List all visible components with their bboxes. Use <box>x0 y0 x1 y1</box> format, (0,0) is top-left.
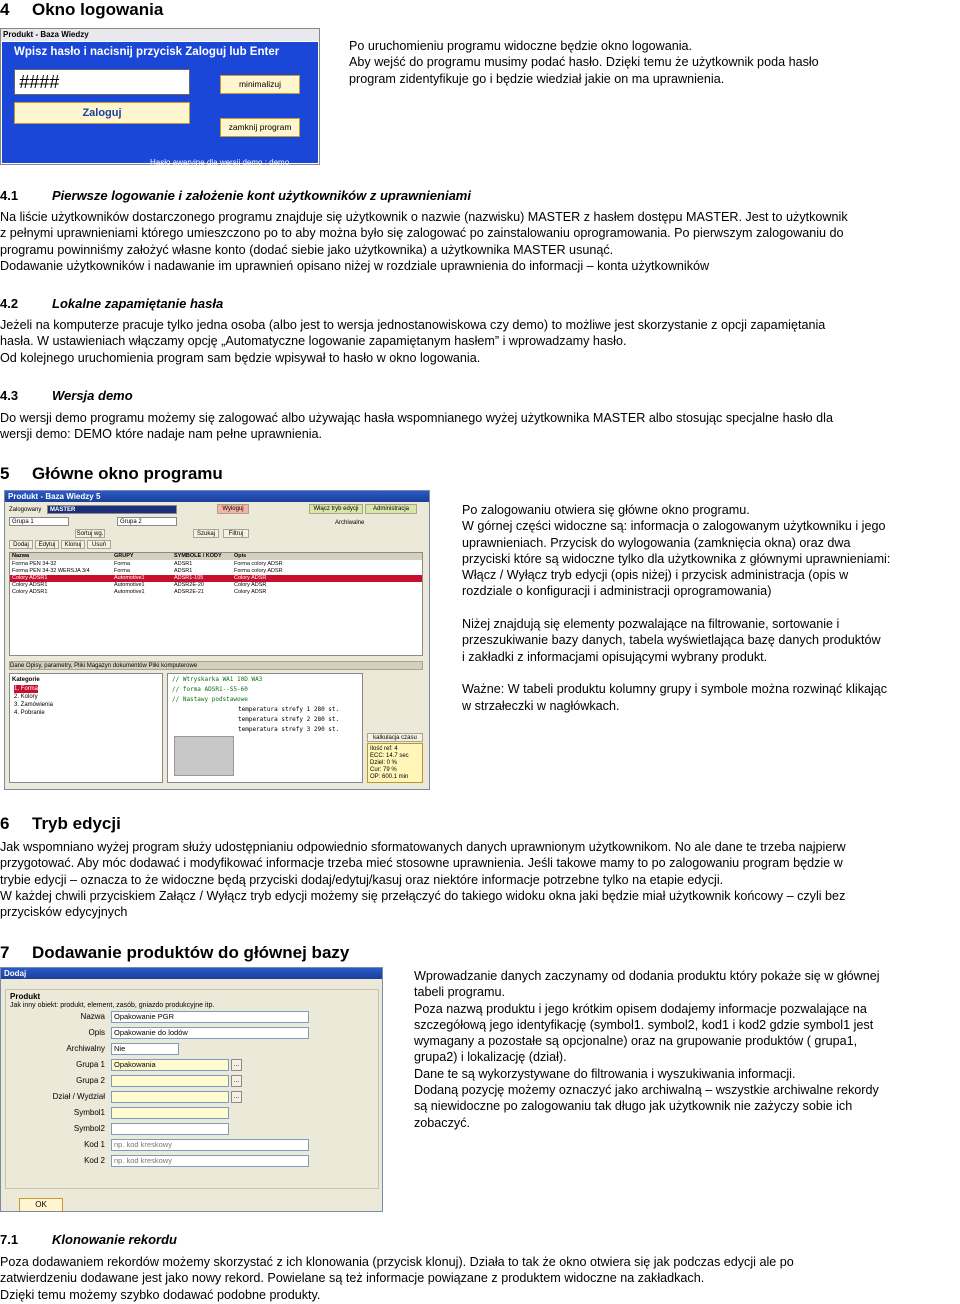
paragraph-line: Ważne: W tabeli produktu kolumny grupy i symbole można rozwinąć klikając <box>462 682 888 697</box>
paragraph-line: Włącz / Wyłącz tryb edycji (opis niżej) i przycisk administracja (opis w <box>462 568 849 583</box>
paragraph-line: Dane te są wykorzystywane do filtrowania i wyszukiwania informacji. <box>414 1066 796 1081</box>
department-field[interactable] <box>111 1091 229 1103</box>
paragraph-line: Dzięki temu możemy szybko dodawać podobne produkty. <box>0 1287 321 1302</box>
note-line: temperatura strefy 2 280 st. <box>238 716 340 723</box>
section-7-1-text <box>0 1254 794 1303</box>
paragraph-line: przygotować. Aby móc dodawać i modyfikować informacje trzeba mieć stosowne uprawnienia. Jeśli takowe mamy to po zalogowaniu program będzie w <box>0 856 843 871</box>
section-4-3-text <box>0 410 833 443</box>
paragraph-line: W każdej chwili przyciskiem Załącz / Wyłącz tryb edycji możemy się przełączyć do takiego widoku okna jaki będzie miał użytkownik końcowy – czyli bez <box>0 888 846 903</box>
note-line: // forma ADSR1--S5-60 <box>172 686 248 693</box>
add-window-title: Dodaj <box>1 968 382 979</box>
paragraph-line <box>462 600 890 616</box>
section-title: Okno logowania <box>32 0 164 19</box>
clone-button[interactable]: Klonuj <box>61 540 85 549</box>
section-4-heading <box>0 0 163 20</box>
section-title: Dodawanie produktów do głównej bazy <box>32 943 350 962</box>
login-window-body <box>2 42 318 167</box>
section-number: 6 <box>0 814 10 833</box>
logged-user-value: MASTER <box>47 505 177 514</box>
filter-button[interactable]: Filtruj <box>223 529 249 538</box>
section-number: 7.1 <box>0 1232 19 1247</box>
cell: Automotive1 <box>114 589 145 595</box>
category-tree <box>9 673 163 783</box>
paragraph-line: programu powinniśmy założyć własne konto (dodać siebie jako użytkownika) a użytkownika MASTER usunąć. <box>0 242 614 257</box>
paragraph-line: Poza nazwą produktu i jego krótkim opisem dodajemy informacje pozwalające na <box>414 1001 867 1016</box>
stat-line: ECC: 14.7 sec <box>370 753 409 759</box>
section-7-text <box>414 968 880 1131</box>
paragraph-line: przyciski które są widoczne tylko dla użytkownika z głównymi uprawnieniami: <box>462 551 891 566</box>
section-title: Wersja demo <box>52 388 133 403</box>
symbol2-field[interactable] <box>111 1123 229 1135</box>
product-image <box>174 736 234 776</box>
cell: Colory ADSR <box>234 575 267 581</box>
intro-line: Po uruchomieniu programu widoczne będzie okno logowania. <box>349 39 693 53</box>
cell: ADSR1-105 <box>174 575 204 581</box>
tree-header: Kategorie <box>12 677 40 683</box>
name-field[interactable]: Opakowanie PGR <box>111 1011 309 1023</box>
paragraph-line: Poza dodawaniem rekordów możemy skorzystać z ich klonowania (przycisk klonuj). Działa to tak że okno otwiera się jak podczas edycji ale po <box>0 1255 794 1269</box>
group1-label: Grupa 1 <box>76 1060 105 1069</box>
col-header-name[interactable]: Nazwa <box>12 553 30 559</box>
description-label: Opis <box>88 1028 105 1037</box>
note-line: temperatura strefy 1 280 st. <box>238 706 340 713</box>
code1-field[interactable]: np. kod kreskowy <box>111 1139 309 1151</box>
description-field[interactable]: Opakowanie do lodów <box>111 1027 309 1039</box>
section-4-1-heading <box>0 188 471 203</box>
paragraph-line: zatwierdzeniu dodawane jest jako nowy rekord. Powielane są też informacje powiązane z produktem widoczne na zakładkach. <box>0 1271 705 1286</box>
table-header <box>10 553 422 560</box>
paragraph-line: w strzałeczki w nagłówkach. <box>462 698 620 713</box>
close-program-button[interactable]: zamknij program <box>220 118 300 137</box>
paragraph-line: są niewidoczne po zalogowaniu tak długo jak użytkownik nie zażyczy sobie ich <box>414 1099 853 1114</box>
group2-picker-button[interactable]: … <box>231 1075 242 1087</box>
cell: Colory ADSR <box>234 589 267 595</box>
sort-button[interactable]: Sortuj wg. <box>76 531 104 537</box>
search-button[interactable]: Szukaj <box>193 529 219 538</box>
paragraph-line: Niżej znajdują się elementy pozwalające na filtrowanie, sortowanie i <box>462 617 840 632</box>
administration-button[interactable]: Administracja <box>365 504 417 514</box>
section-title: Pierwsze logowanie i założenie kont użytkowników z uprawnieniami <box>52 188 471 203</box>
section-4-intro <box>349 38 819 87</box>
paragraph-line: szczegółową jego identyfikację (symbol1. symbol2, kod1 i kod2 gdzie symbol1 jest <box>414 1017 874 1032</box>
symbol1-label: Symbol1 <box>73 1108 105 1117</box>
paragraph-line: przycisków edycyjnych <box>0 905 128 920</box>
logout-button[interactable]: Wyloguj <box>217 504 249 514</box>
section-4-2-heading <box>0 296 223 311</box>
group1-picker-button[interactable]: … <box>231 1059 242 1071</box>
add-product-window-screenshot <box>0 967 383 1212</box>
product-notes-panel <box>167 673 363 783</box>
section-title: Główne okno programu <box>32 464 223 483</box>
cell: Colory ADSR1 <box>12 582 48 588</box>
note-line: temperatura strefy 3 290 st. <box>238 726 340 733</box>
group1-filter[interactable]: Grupa 1 <box>9 517 69 526</box>
archive-checkbox[interactable]: Archiwalne <box>335 520 365 526</box>
cell: ADSR1 <box>174 561 193 567</box>
cell: ADSR2E-20 <box>174 582 204 588</box>
cell: Forma PEN 34-32 <box>12 561 57 567</box>
delete-button[interactable]: Usuń <box>87 540 111 549</box>
paragraph-line: rozdziale o konfiguracji i administracji oprogramowania) <box>462 584 772 599</box>
stat-line: OP: 600.1 min <box>370 774 409 780</box>
stat-line: Cur: 79 % <box>370 767 397 773</box>
password-input[interactable]: #### <box>14 69 190 95</box>
paragraph-line: Po zalogowaniu otwiera się główne okno programu. <box>462 503 750 517</box>
minimize-button[interactable]: minimalizuj <box>220 75 300 94</box>
col-header-groups[interactable]: GRUPY <box>114 553 134 559</box>
table-row-selected[interactable] <box>10 575 422 582</box>
cell: Automotive1 <box>114 575 145 581</box>
section-4-1-text <box>0 209 848 274</box>
paragraph-line: i zakładki z informacjami opisującymi wybrany produkt. <box>462 649 768 664</box>
paragraph-line: zobaczyć. <box>414 1115 470 1130</box>
col-header-description[interactable]: Opis <box>234 553 247 559</box>
paragraph-line: W górnej części widoczne są: informacja o zalogowanym użytkowniku i jego <box>462 519 886 534</box>
table-row[interactable] <box>10 561 422 568</box>
cell: Forma <box>114 561 130 567</box>
stats-panel <box>367 743 423 783</box>
paragraph-line: Wprowadzanie danych zaczynamy od dodania produktu który pokaże się w głównej <box>414 969 880 983</box>
code2-field[interactable]: np. kod kreskowy <box>111 1155 309 1167</box>
paragraph-line: Do wersji demo programu możemy się zalogować albo używając hasła wspomnianego wyżej użytkownika MASTER albo stosując specjalne hasło dla <box>0 411 833 425</box>
main-window-screenshot <box>4 490 430 790</box>
tree-item[interactable]: 3. Zamówienia <box>14 702 54 708</box>
paragraph-line <box>462 665 890 681</box>
group1-field[interactable]: Opakowania <box>111 1059 229 1071</box>
section-7-1-heading <box>0 1232 177 1247</box>
cell: Colory ADSR1 <box>12 589 48 595</box>
paragraph-line: Na liście użytkowników dostarczonego programu znajduje się użytkownik o nazwie (nazwisku) MASTER z hasłem dostępu MASTER. Jest to użytkownik <box>0 210 848 224</box>
note-line: // Wtryskarka WA1 10D WA3 <box>172 676 263 683</box>
add-button[interactable]: Dodaj <box>9 540 33 549</box>
cell: Colory ADSR <box>234 582 267 588</box>
code2-label: Kod 2 <box>84 1156 105 1165</box>
ok-button[interactable]: OK <box>19 1198 63 1212</box>
section-number: 4.2 <box>0 296 19 311</box>
cell: ADSR1 <box>174 568 193 574</box>
section-4-2-text <box>0 317 825 366</box>
department-label: Dział / Wydział <box>52 1092 105 1101</box>
paragraph-line: Dodaną pozycję możemy oznaczyć jako archiwalną – wszystkie archiwalne rekordy <box>414 1083 879 1098</box>
symbol1-field[interactable] <box>111 1107 229 1119</box>
stat-line: Ilość ref: 4 <box>370 746 398 752</box>
demo-password-hint: Hasło awaryjne dla wersji demo : demo <box>150 158 290 167</box>
paragraph-line: tabeli programu. <box>414 985 506 1000</box>
add-window-body <box>1 979 382 1211</box>
detail-tabs[interactable]: Dane Opisy, parametry, Pliki Magazyn dokumentów Pliki komputerowe <box>9 661 423 670</box>
section-number: 4.3 <box>0 388 19 403</box>
archive-label: Archiwalny <box>66 1044 105 1053</box>
paragraph-line: Od kolejnego uruchomienia program sam będzie wpisywał to hasło w okno logowania. <box>0 350 481 365</box>
code1-label: Kod 1 <box>84 1140 105 1149</box>
symbol2-label: Symbol2 <box>73 1124 105 1133</box>
intro-line: Aby wejść do programu musimy podać hasło. Dzięki temu że użytkownik poda hasło <box>349 55 819 70</box>
tree-item[interactable]: 2. Kolory <box>14 694 38 700</box>
paragraph-line: Dodawanie użytkowników i nadawanie im uprawnień opisano niżej w rozdziale uprawnienia do informacji – konta użytkowników <box>0 258 710 273</box>
paragraph-line: Jak wspomniano wyżej program służy udostępnianiu odpowiednio sformatowanych danych uprawnionym użytkownikom. No ale dane te trzeba najpierw <box>0 840 846 854</box>
login-button[interactable]: Zaloguj <box>14 102 190 124</box>
paragraph-line: Jeżeli na komputerze pracuje tylko jedna osoba (albo jest to wersja jednostanowiskowa czy demo) to możliwe jest skorzystanie z opcji zapamiętania <box>0 318 826 332</box>
paragraph-line: wymagany a pozostałe są opcjonalne) oraz na grupowanie produktów ( grupa1, <box>414 1034 858 1049</box>
section-title: Tryb edycji <box>32 814 121 833</box>
groupbox-hint: Jak inny obiekt: produkt, element, zasób, gniazdo produkcyjne itp. <box>10 1002 215 1009</box>
login-prompt: Wpisz hasło i nacisnij przycisk Zaloguj lub Enter <box>14 46 280 58</box>
group2-filter[interactable]: Grupa 2 <box>117 517 177 526</box>
group2-label: Grupa 2 <box>76 1076 105 1085</box>
department-picker-button[interactable]: … <box>231 1091 242 1103</box>
section-number: 5 <box>0 464 10 483</box>
table-row[interactable] <box>10 582 422 589</box>
edit-button[interactable]: Edytuj <box>35 540 59 549</box>
section-5-text <box>462 502 890 714</box>
edit-mode-toggle-button[interactable]: Włącz tryb edycji <box>309 504 363 514</box>
section-6-text <box>0 839 846 920</box>
note-line: // Nastawy podstawowe <box>172 696 248 703</box>
col-header-symbols[interactable]: SYMBOLE / KODY <box>174 553 222 559</box>
time-calculation-button[interactable]: kalkulacja czasu <box>367 733 423 742</box>
section-6-heading <box>0 814 121 834</box>
section-title: Klonowanie rekordu <box>52 1232 177 1247</box>
archive-select[interactable]: Nie <box>111 1043 179 1055</box>
cell: Forma colory ADSR <box>234 568 283 574</box>
section-5-heading <box>0 464 223 484</box>
section-number: 4 <box>0 0 10 19</box>
section-number: 7 <box>0 943 10 962</box>
cell: Colory ADSR1 <box>12 575 48 581</box>
login-window-screenshot <box>0 28 320 165</box>
cell: Forma colory ADSR <box>234 561 283 567</box>
paragraph-line: grupa2) i lokalizację (dział). <box>414 1050 567 1065</box>
section-number: 4.1 <box>0 188 19 203</box>
products-table <box>9 552 423 656</box>
group2-field[interactable] <box>111 1075 229 1087</box>
login-window-title: Produkt - Baza Wiedzy <box>1 29 319 41</box>
main-window-title: Produkt - Baza Wiedzy 5 <box>5 491 429 502</box>
intro-line: program zidentyfikuje go i będzie wiedział jakie on ma uprawnienia. <box>349 71 725 86</box>
tree-item[interactable]: 1. Forma <box>14 686 39 692</box>
section-7-heading <box>0 943 349 963</box>
tree-item[interactable]: 4. Pobranie <box>14 710 45 716</box>
paragraph-line: hasła. W ustawieniach włączamy opcję „Automatyczne logowanie zapamiętanym hasłem” i wprowadzamy hasło. <box>0 334 627 349</box>
paragraph-line: z pełnymi uprawnieniami którego umieszczono po to aby można było się zalogować po zainstalowaniu oprogramowania. Po pierwszym zalogowaniu do <box>0 226 844 241</box>
paragraph-line: wersji demo: DEMO które nadaje nam pełne uprawnienia. <box>0 427 323 442</box>
paragraph-line: przeszukiwanie bazy danych, tabela wyświetlająca bazę danych produktów <box>462 633 881 648</box>
table-row[interactable] <box>10 589 422 596</box>
section-title: Lokalne zapamiętanie hasła <box>52 296 224 311</box>
cell: Forma <box>114 568 130 574</box>
cell: Automotive1 <box>114 582 145 588</box>
paragraph-line: uprawnieniach. Przycisk do wylogowania (zamknięcia okna) oraz dwa <box>462 535 851 550</box>
table-row[interactable] <box>10 568 422 575</box>
paragraph-line: trybie edycji – oznacza to że widoczne będą przyciski dodaj/edytuj/kasuj oraz niektóre informacje potrzebne tylko na etapie edycji. <box>0 872 724 887</box>
stat-line: Dziel: 0 % <box>370 760 398 766</box>
groupbox-title: Produkt <box>10 992 41 1001</box>
section-4-3-heading <box>0 388 133 403</box>
cell: Forma PEN 34-32 WERSJA 3/4 <box>12 568 90 574</box>
logged-user-label: Zalogowany <box>9 507 42 513</box>
cell: ADSR2E-21 <box>174 589 204 595</box>
name-label: Nazwa <box>80 1012 105 1021</box>
